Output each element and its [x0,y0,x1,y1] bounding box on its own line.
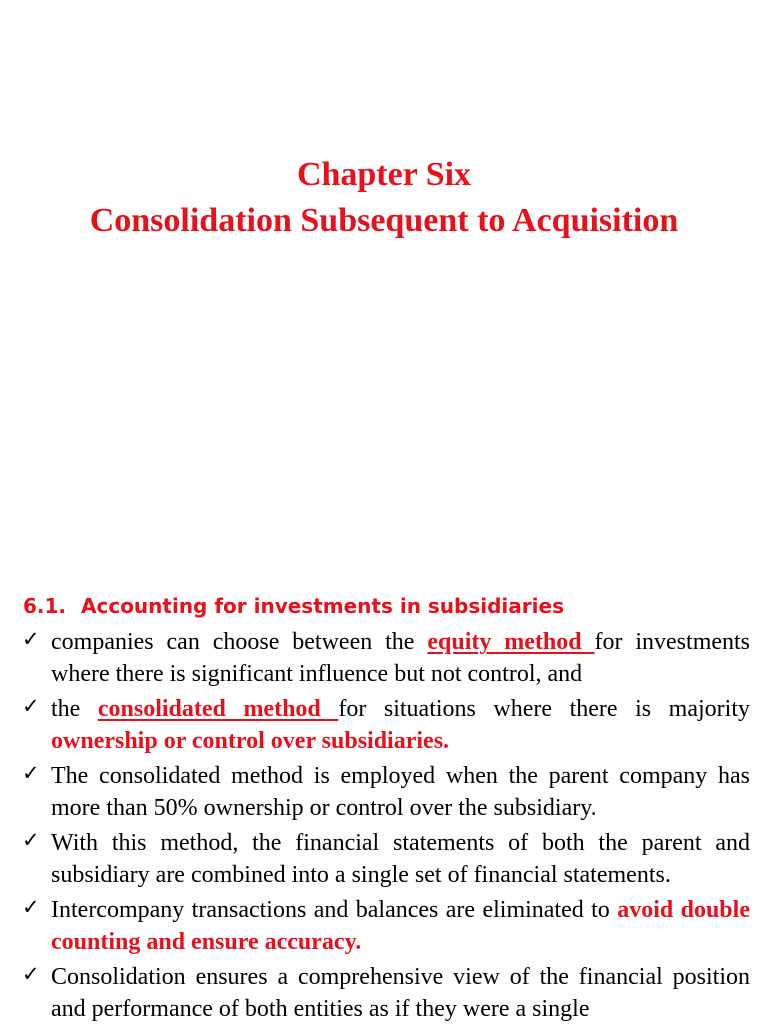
bullet-text: for investments where there is significant influence but not control, and [51,629,751,687]
chapter-subtitle: Consolidation Subsequent to Acquisition [89,202,679,239]
bullet-text: Consolidation ensures a comprehensive view of the financial position and performance of both entities as if they were a single [51,964,750,1022]
chapter-title: Chapter Six [296,156,472,193]
slide-title [0,152,768,244]
section-number: 6.1. [23,594,67,618]
bullet-list [22,627,750,1029]
bullet-text: The consolidated method is employed when the parent company has more than 50% ownership or control over the subsidiary. [51,763,750,821]
check-mark-icon: ✓ [22,694,40,718]
bullet-item [22,694,750,757]
check-mark-icon: ✓ [22,828,40,852]
consolidated-method-term: consolidated method [97,696,339,722]
bullet-item [22,895,750,958]
check-mark-icon: ✓ [22,962,40,986]
highlighted-phrase: ownership or control over subsidiaries. [51,727,450,754]
bullet-text: companies can choose between the [51,629,428,655]
check-mark-icon: ✓ [22,627,40,651]
bullet-text: for situations where there is majority [338,696,750,722]
bullet-text: the [51,696,98,722]
bullet-text: Intercompany transactions and balances are eliminated to [51,897,618,923]
check-mark-icon: ✓ [22,895,40,919]
bullet-item [22,761,750,824]
bullet-item [22,962,750,1025]
check-mark-icon: ✓ [22,761,40,785]
bullet-text: With this method, the financial statements of both the parent and subsidiary are combined into a single set of financial statements. [51,830,750,888]
section-heading [23,591,564,621]
bullet-item [22,828,750,891]
highlighted-phrase: avoid double counting and ensure accuracy. [51,897,750,955]
equity-method-term: equity method [427,629,595,655]
section-heading-text: Accounting for investments in subsidiaries [81,594,564,618]
bullet-item [22,627,750,690]
